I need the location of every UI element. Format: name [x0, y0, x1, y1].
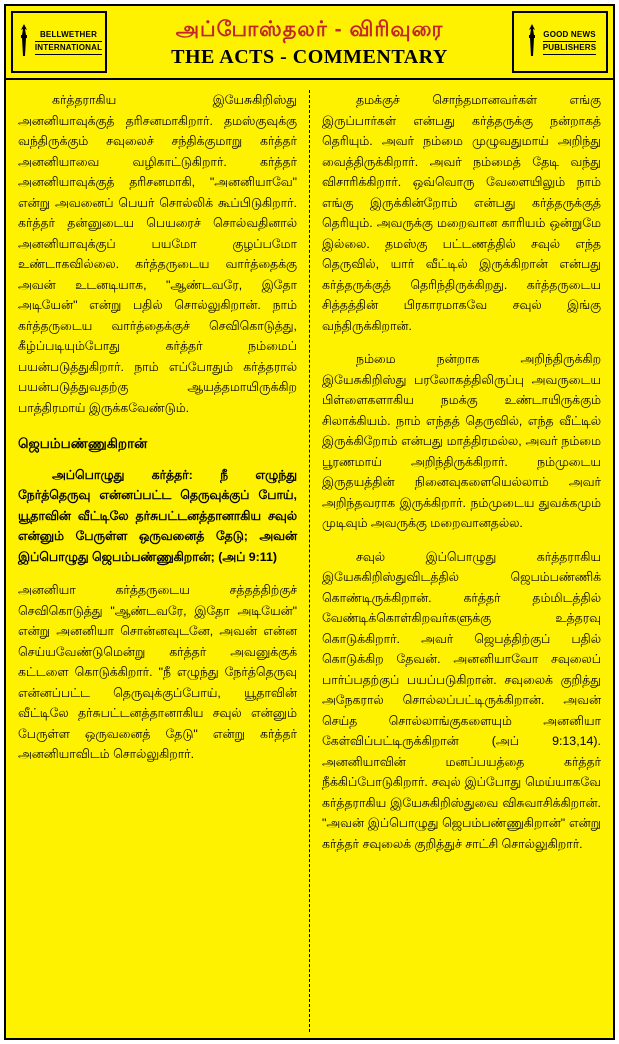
document-header	[6, 6, 613, 80]
good-news-publishers-logo	[512, 11, 608, 73]
torch-icon	[16, 23, 32, 62]
paragraph: அனனியா கர்த்தருடைய சத்தத்திற்குச் செவிகொடுத்து "ஆண்டவரே, இதோ அடியேன்" என்று அனனியா சொன்னவுடனே, அவன் என்ன செய்யவேண்டுமென்று கர்த்தர் அவனுக்குக் கட்டளை கொடுக்கிறார். "நீ எழுந்து நேர்த்தெருவு என்னப்பட்ட தெருவுக்குப்போய், யூதாவின் வீட்டிலே தர்சுபட்டனத்தானாகிய சவுல் என்னும் பேருள்ள ஒருவனைத் தேடு" என்று கர்த்தர் அனனியாவிடம் சொல்லுகிறார்.	[18, 583, 297, 761]
document-body	[6, 80, 613, 1038]
header-titles	[112, 6, 507, 78]
page-title-tamil: அப்போஸ்தலர் - விரிவுரை	[175, 18, 444, 41]
logo-line-2: INTERNATIONAL	[35, 41, 102, 55]
paragraph: தமக்குச் சொந்தமானவர்கள் எங்கு இருப்பார்கள் என்பது கர்த்தருக்கு நன்றாகத் தெரியும். அவர் நம்மை முழுவதுமாய் அறிந்து வைத்திருக்கிறார். அவர் நம்மைத் தேடி வந்து விசாரிக்கிறார். ஒவ்வொரு வேளையிலும் நாம் எங்கு இருக்கின்றோம் என்பது கர்த்தருக்குத் தெரியும். அவருக்கு மறைவான காரியம் ஒன்றுமே இல்லை. தமஸ்கு பட்டணத்தில் சவுல் எந்த தெருவில், யார் வீட்டில் இருக்கிறான் என்பது கர்த்தருக்குத் தெரிந்திருக்கிறது. கர்த்தருடைய சித்தத்தின் பிரகாரமாகவே சவுல் இங்கு வந்திருக்கிறான்.	[322, 93, 601, 333]
section-heading: ஜெபம்பண்ணுகிறான்	[18, 436, 148, 451]
scripture-quote: அப்பொழுது கர்த்தர்: நீ எழுந்து நேர்த்தெருவு என்னப்பட்ட தெருவுக்குப் போய், யூதாவின் வீட்டிலே தர்சுபட்டனத்தானாகிய சவுல் என்னும் பேருள்ள ஒருவனைத் தேடு; அவன் இப்பொழுது ஜெபம்பண்ணுகிறான்; (அப் 9:11)	[18, 467, 297, 564]
logo-line-1: GOOD NEWS	[543, 29, 596, 39]
page-title-english: THE ACTS - COMMENTARY	[171, 46, 448, 68]
right-column	[310, 90, 613, 1032]
logo-line-1: BELLWETHER	[39, 29, 98, 39]
logo-line-2: PUBLISHERS	[543, 41, 597, 55]
document-sheet	[4, 4, 615, 1040]
left-column	[6, 90, 309, 1032]
torch-icon	[524, 23, 540, 62]
paragraph: கர்த்தராகிய இயேசுகிறிஸ்து அனனியாவுக்குத் தரிசனமாகிறார். தமஸ்குவுக்கு வந்திருக்கும் சவுலைச் சந்திக்குமாறு கர்த்தர் அனனியாவை வழிகாட்டுகிறார். கர்த்தர் அனனியாவுக்குத் தரிசனமாகி, "அனனியாவே" என்று அவனைப் பெயர் சொல்லிக் கூப்பிடுகிறார். கர்த்தர் தன்னுடைய பெயரைச் சொல்வதினால் அனனியாவுக்குப் பயமோ குழப்பமோ உண்டாகவில்லை. கர்த்தருடைய வார்த்தைக்கு அவன் உடனடியாக, "ஆண்டவரே, இதோ அடியேன்" என்று பதில் சொல்லுகிறான். நாம் கர்த்தருடைய வார்த்தைக்குச் செவிகொடுத்து, கீழ்ப்படியும்போது கர்த்தர் நம்மைப் பயன்படுத்துகிறார். நாம் எப்போதும் கர்த்தரால் பயன்படுத்துவதற்கு ஆயத்தமாயிருக்கிற பாத்திரமாய் இருக்கவேண்டும்.	[18, 93, 297, 415]
paragraph: சவுல் இப்பொழுது கர்த்தராகிய இயேசுகிறிஸ்துவிடத்தில் ஜெபம்பண்ணிக் கொண்டிருக்கிறான். கர்த்தர் தம்மிடத்தில் வேண்டிக்கொள்கிறவர்களுக்கு உத்தரவு கொடுக்கிறார். அவர் ஜெபத்திற்குப் பதில் கொடுக்கிற தேவன். அனனியாவோ சவுலைப் பார்ப்பதற்குப் பயப்படுகிறான். சவுலைக் குறித்து அநேகரால் சொல்லப்பட்டிருக்கிறான். அவன் செய்த சொல்லாங்குகளையும் அனனியா கேள்விப்பட்டிருக்கிறான் (அப் 9:13,14). அனனியாவின் மனப்பயத்தை கர்த்தர் நீக்கிப்போடுகிறார். சவுல் இப்போது மெய்யாகவே கர்த்தராகிய இயேசுகிறிஸ்துவை விசுவாசிக்கிறான். "அவன் இப்பொழுது ஜெபம்பண்ணுகிறான்" என்று கர்த்தர் சவுலைக் குறித்துச் சாட்சி சொல்லுகிறார்.	[322, 549, 601, 851]
paragraph: நம்மை நன்றாக அறிந்திருக்கிற இயேசுகிறிஸ்து பரலோகத்திலிருப்பு அவருடைய பிள்ளைகளாகிய நமக்கு உண்டாயிருக்கும் சிலாக்கியம். நாம் எந்தத் தெருவில், எந்த வீட்டில் இருக்கிறோம் என்பது மாத்திரமல்ல, அவர் நம்மை பூரணமாய் அறிந்திருக்கிறார். நம்முடைய இருதயத்தின் நினைவுகளையெல்லாம் அவர் அறிந்தவராக இருக்கிறார். நம்முடைய துவக்கமும் முடிவும் அவருக்கு மறைவானதல்ல.	[322, 352, 601, 530]
bellwether-international-logo	[11, 11, 107, 73]
